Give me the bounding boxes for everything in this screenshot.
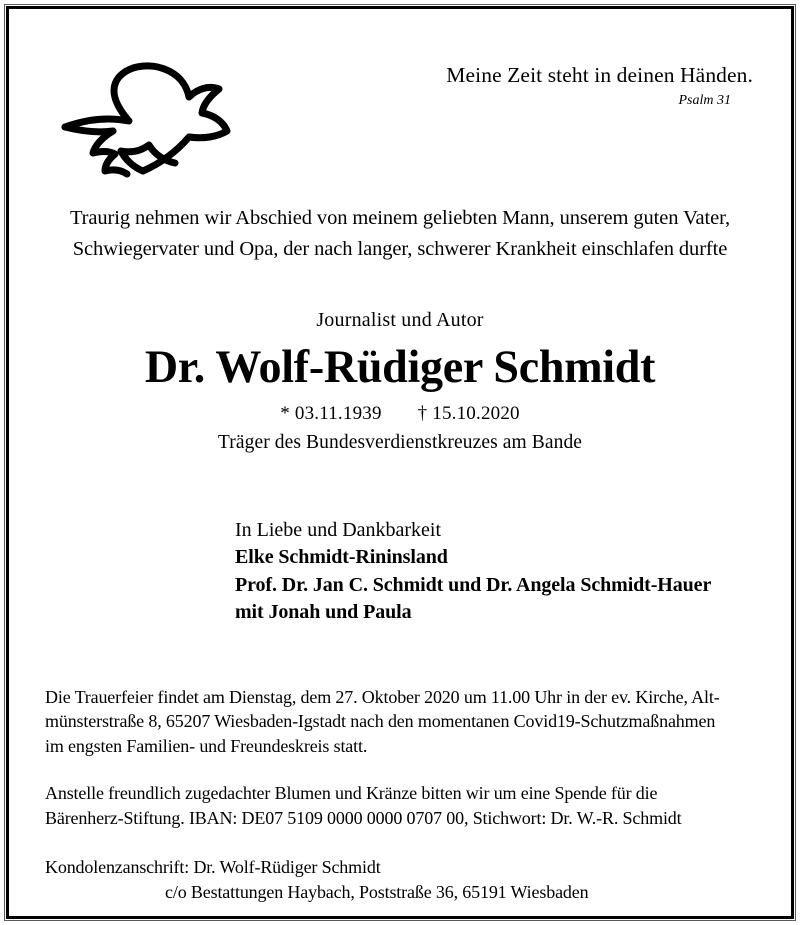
intro-paragraph — [45, 203, 755, 265]
family-block — [45, 517, 755, 627]
funeral-line-2: münsterstraße 8, 65207 Wiesbaden-Igstadt nach den momentanen Covid19-Schutzmaßnahmen — [45, 711, 716, 732]
death-symbol: † — [417, 402, 428, 424]
verse-block — [446, 63, 753, 109]
family-member-line-1: Elke Schmidt-Rininsland — [235, 546, 448, 569]
funeral-line-1: Die Trauerfeier findet am Dienstag, dem 27. Oktober 2020 um 11.00 Uhr in der ev. Kirche, Alt- — [45, 686, 720, 707]
intro-line-2: Schwiegervater und Opa, der nach langer, schwerer Krankheit einschlafen durfte — [72, 238, 728, 260]
donation-line-1: Anstelle freundlich zugedachter Blumen und Kränze bitten wir um eine Spende für die — [45, 783, 658, 804]
funeral-paragraph — [45, 685, 755, 759]
birth-date: 03.11.1939 — [294, 402, 382, 424]
obituary-notice — [6, 6, 794, 919]
details-block — [45, 685, 755, 831]
dove-icon — [57, 59, 237, 179]
family-member-line-2: Prof. Dr. Jan C. Schmidt und Dr. Angela Schmidt-Hauer — [235, 573, 712, 596]
intro-line-1: Traurig nehmen wir Abschied von meinem geliebten Mann, unserem guten Vater, — [69, 207, 731, 229]
birth-symbol: * — [280, 402, 290, 424]
condolence-line-2: c/o Bestattungen Haybach, Poststraße 36, 65191 Wiesbaden — [165, 881, 589, 902]
profession-label: Journalist und Autor — [316, 309, 484, 331]
deceased-name: Dr. Wolf-Rüdiger Schmidt — [144, 341, 656, 393]
header-area — [45, 11, 755, 141]
obituary-inner-frame — [9, 9, 791, 916]
verse-source: Psalm 31 — [678, 93, 731, 108]
deceased-block — [45, 309, 755, 454]
family-member-line-3: mit Jonah und Paula — [235, 601, 412, 624]
verse-text: Meine Zeit steht in deinen Händen. — [446, 63, 753, 87]
donation-line-2: Bärenherz-Stiftung. IBAN: DE07 5109 0000 0000 0707 00, Stichwort: Dr. W.-R. Schmidt — [45, 807, 682, 828]
donation-paragraph — [45, 781, 755, 830]
honor-text: Träger des Bundesverdienstkreuzes am Bande — [217, 431, 583, 453]
funeral-line-3: im engsten Familien- und Freundeskreis statt. — [45, 735, 368, 756]
death-date: 15.10.2020 — [432, 402, 520, 424]
condolence-block — [45, 855, 755, 904]
life-dates — [45, 403, 755, 425]
family-lead: In Liebe und Dankbarkeit — [235, 518, 442, 541]
condolence-line-1: Kondolenzanschrift: Dr. Wolf-Rüdiger Schmidt — [45, 857, 381, 878]
